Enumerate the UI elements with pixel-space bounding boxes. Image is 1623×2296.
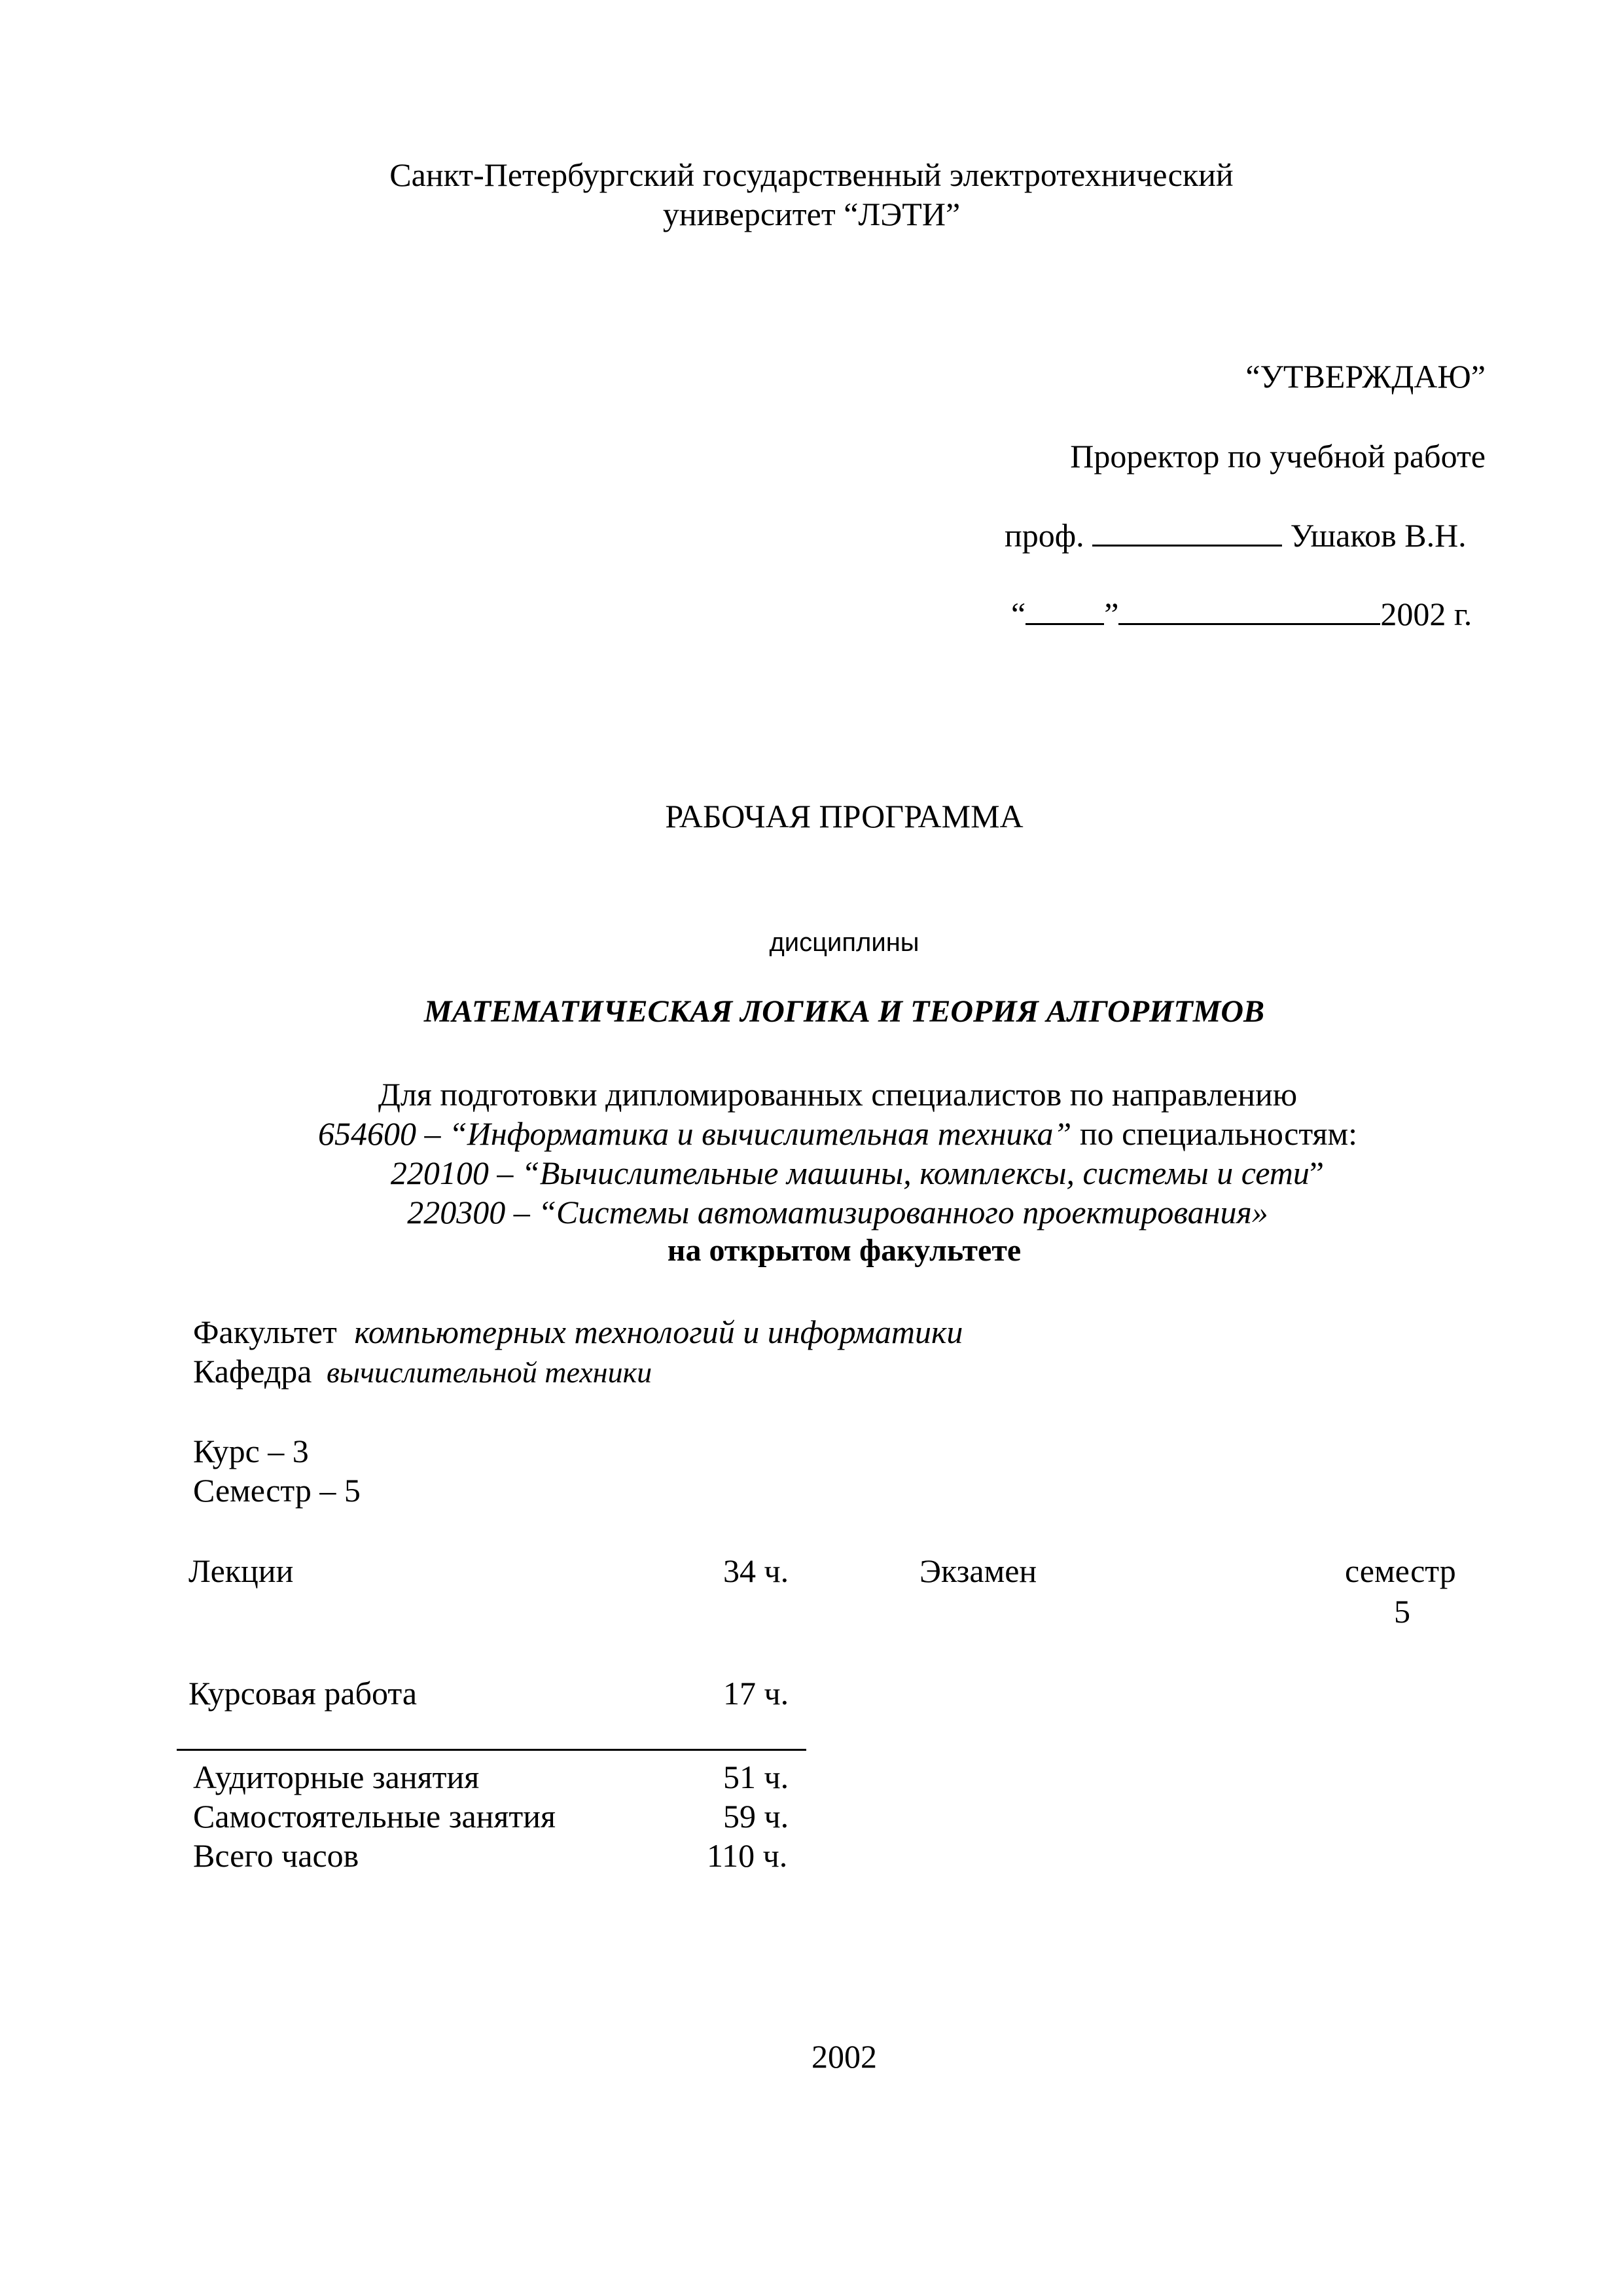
university-name-line1: Санкт-Петербургский государственный электротехнический <box>389 156 1234 193</box>
approval-position: Проректор по учебной работе <box>1070 438 1486 475</box>
department-line <box>193 1355 652 1388</box>
specialty-1 <box>0 1157 1623 1189</box>
course: Курс – 3 <box>193 1433 309 1469</box>
specialty-2: 220300 – “Системы автоматизированного проектирования» <box>407 1194 1268 1230</box>
day-blank <box>1026 597 1104 625</box>
exam-semester-label: семестр <box>1345 1552 1456 1589</box>
faculty-line <box>193 1316 963 1348</box>
hours-divider <box>177 1749 806 1751</box>
university-name-line2: университет “ЛЭТИ” <box>662 196 961 232</box>
date-quote-close: ” <box>1104 596 1119 632</box>
coursework-hours: 17 ч. <box>723 1675 789 1712</box>
coursework-label: Курсовая работа <box>188 1675 418 1712</box>
direction-line <box>0 1117 1623 1150</box>
lectures-label: Лекции <box>188 1552 294 1589</box>
exam-label: Экзамен <box>919 1552 1037 1589</box>
semester: Семестр – 5 <box>193 1472 361 1509</box>
approval-year: 2002 г. <box>1380 596 1472 632</box>
approval-signature-line <box>1005 518 1467 552</box>
signature-blank <box>1092 518 1282 547</box>
lectures-hours: 34 ч. <box>723 1552 789 1589</box>
hours-row-value: 59 ч. <box>723 1798 789 1835</box>
department-value: вычислительной техники <box>326 1355 652 1389</box>
hours-row-label: Самостоятельные занятия <box>193 1798 556 1835</box>
approval-stamp: “УТВЕРЖДАЮ” <box>1245 358 1486 395</box>
exam-semester-value: 5 <box>1394 1593 1410 1630</box>
approval-title-prefix: проф. <box>1005 517 1084 554</box>
preparation-line: Для подготовки дипломированных специалистов по направлению <box>378 1076 1298 1113</box>
month-blank <box>1118 597 1380 625</box>
footer-year: 2002 <box>812 2038 877 2075</box>
date-quote-open: “ <box>1011 596 1026 632</box>
specialty-1-text: 220100 – “Вычислительные машины, комплексы, системы и сети <box>390 1155 1310 1191</box>
faculty-value: компьютерных технологий и информатики <box>354 1314 963 1350</box>
hours-row-label: Всего часов <box>193 1837 359 1874</box>
hours-row-label: Аудиторные занятия <box>193 1759 480 1795</box>
program-title: РАБОЧАЯ ПРОГРАММА <box>665 798 1024 834</box>
faculty-label: Факультет <box>193 1314 337 1350</box>
open-faculty: на открытом факультете <box>667 1233 1022 1268</box>
specialty-1-close: ” <box>1309 1155 1325 1191</box>
hours-row-value: 110 ч. <box>707 1837 788 1874</box>
discipline-name: МАТЕМАТИЧЕСКАЯ ЛОГИКА И ТЕОРИЯ АЛГОРИТМОВ <box>423 994 1265 1029</box>
approval-signatory: Ушаков В.Н. <box>1290 517 1467 554</box>
approval-date-line <box>1011 597 1472 630</box>
department-label: Кафедра <box>193 1353 312 1390</box>
direction-suffix: по специальностям: <box>1071 1115 1358 1152</box>
discipline-label: дисциплины <box>769 928 919 957</box>
direction-code-name: 654600 – “Информатика и вычислительная техника” <box>317 1115 1072 1152</box>
hours-row-value: 51 ч. <box>723 1759 789 1795</box>
